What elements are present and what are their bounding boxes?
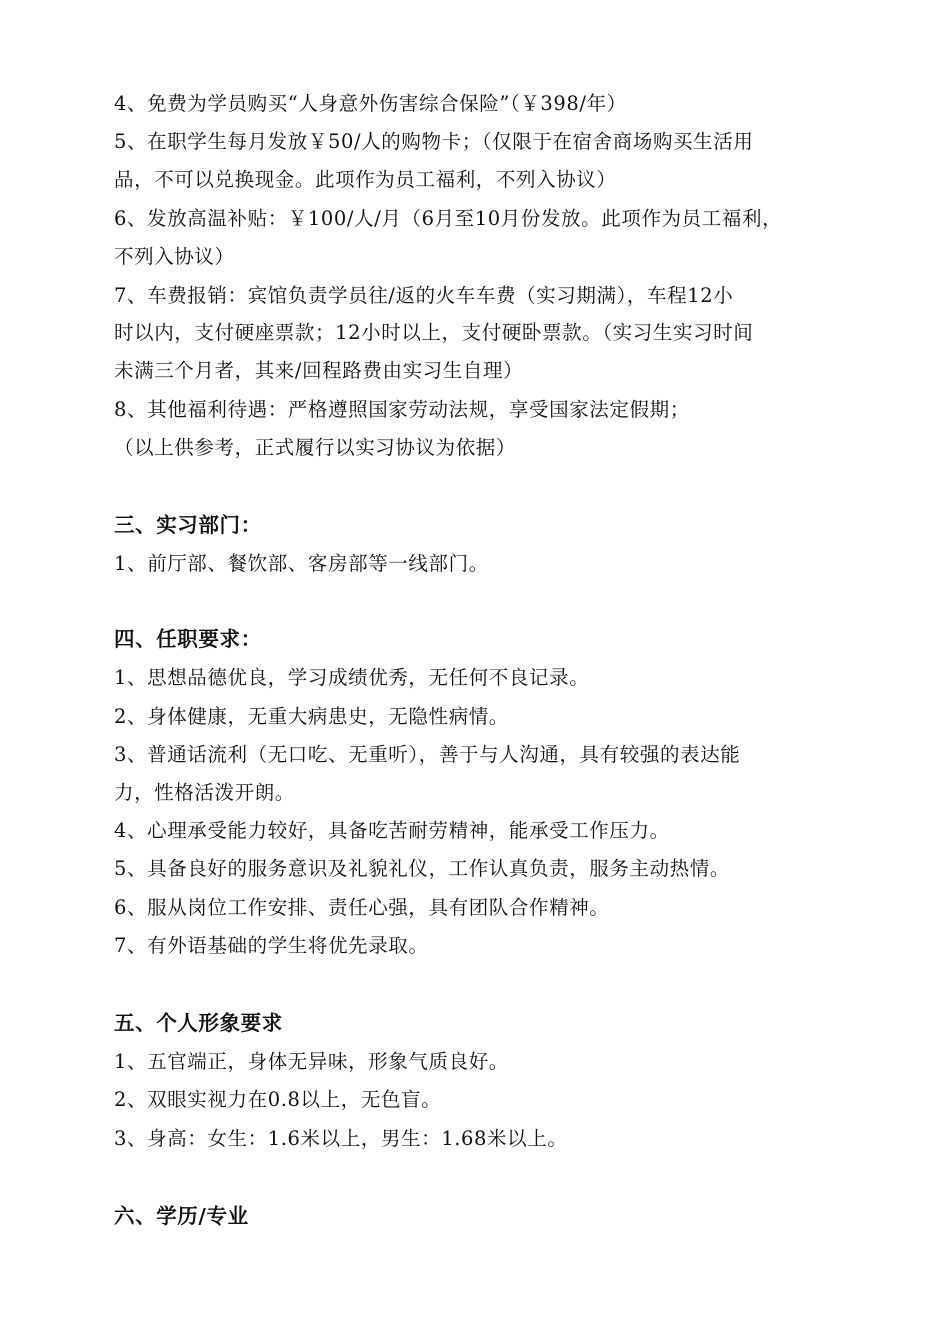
benefit-item-7-line-2: 时以内，支付硬座票款；12小时以上，支付硬卧票款。（实习生实习时间: [114, 321, 754, 344]
reference-note: （以上供参考，正式履行以实习协议为依据）: [114, 436, 517, 459]
requirement-item-2: 2、身体健康，无重大病患史，无隐性病情。: [114, 705, 509, 728]
requirement-item-3-line-2: 力，性格活泼开朗。: [114, 781, 295, 804]
requirement-item-7: 7、有外语基础的学生将优先录取。: [114, 934, 429, 957]
benefit-item-6-line-2: 不列入协议）: [114, 245, 235, 268]
requirement-item-5: 5、具备良好的服务意识及礼貌礼仪，工作认真负责，服务主动热情。: [114, 857, 731, 880]
benefit-item-4: 4、免费为学员购买“人身意外伤害综合保险”（￥398/年）: [114, 92, 627, 115]
benefit-item-5-line-1: 5、在职学生每月发放￥50/人的购物卡；（仅限于在宿舍商场购买生活用: [114, 130, 754, 153]
section-5-heading: 五、个人形象要求: [114, 1011, 283, 1035]
benefit-item-5-line-2: 品，不可以兑换现金。此项作为员工福利，不列入协议）: [114, 168, 617, 191]
benefit-item-7-line-3: 未满三个月者，其来/回程路费由实习生自理）: [114, 359, 524, 382]
appearance-item-1: 1、五官端正，身体无异味，形象气质良好。: [114, 1050, 509, 1073]
requirement-item-4: 4、心理承受能力较好，具备吃苦耐劳精神，能承受工作压力。: [114, 819, 670, 842]
appearance-item-3: 3、身高：女生：1.6米以上，男生：1.68米以上。: [114, 1127, 568, 1150]
requirement-item-6: 6、服从岗位工作安排、责任心强，具有团队合作精神。: [114, 896, 610, 919]
section-6-heading: 六、学历/专业: [114, 1204, 249, 1228]
benefit-item-7-line-1: 7、车费报销：宾馆负责学员往/返的火车车费（实习期满），车程12小: [114, 284, 734, 307]
appearance-item-2: 2、双眼实视力在0.8以上，无色盲。: [114, 1088, 442, 1111]
benefit-item-6-line-1: 6、发放高温补贴：￥100/人/月（6月至10月份发放。此项作为员工福利，: [114, 207, 783, 230]
section-4-heading: 四、任职要求：: [114, 627, 262, 651]
requirement-item-3-line-1: 3、普通话流利（无口吃、无重听），善于与人沟通，具有较强的表达能: [114, 743, 741, 766]
section-3-heading: 三、实习部门：: [114, 513, 262, 537]
benefit-item-8: 8、其他福利待遇：严格遵照国家劳动法规，享受国家法定假期；: [114, 398, 690, 421]
section-3-item-1: 1、前厅部、餐饮部、客房部等一线部门。: [114, 552, 489, 575]
requirement-item-1: 1、思想品德优良，学习成绩优秀，无任何不良记录。: [114, 666, 590, 689]
